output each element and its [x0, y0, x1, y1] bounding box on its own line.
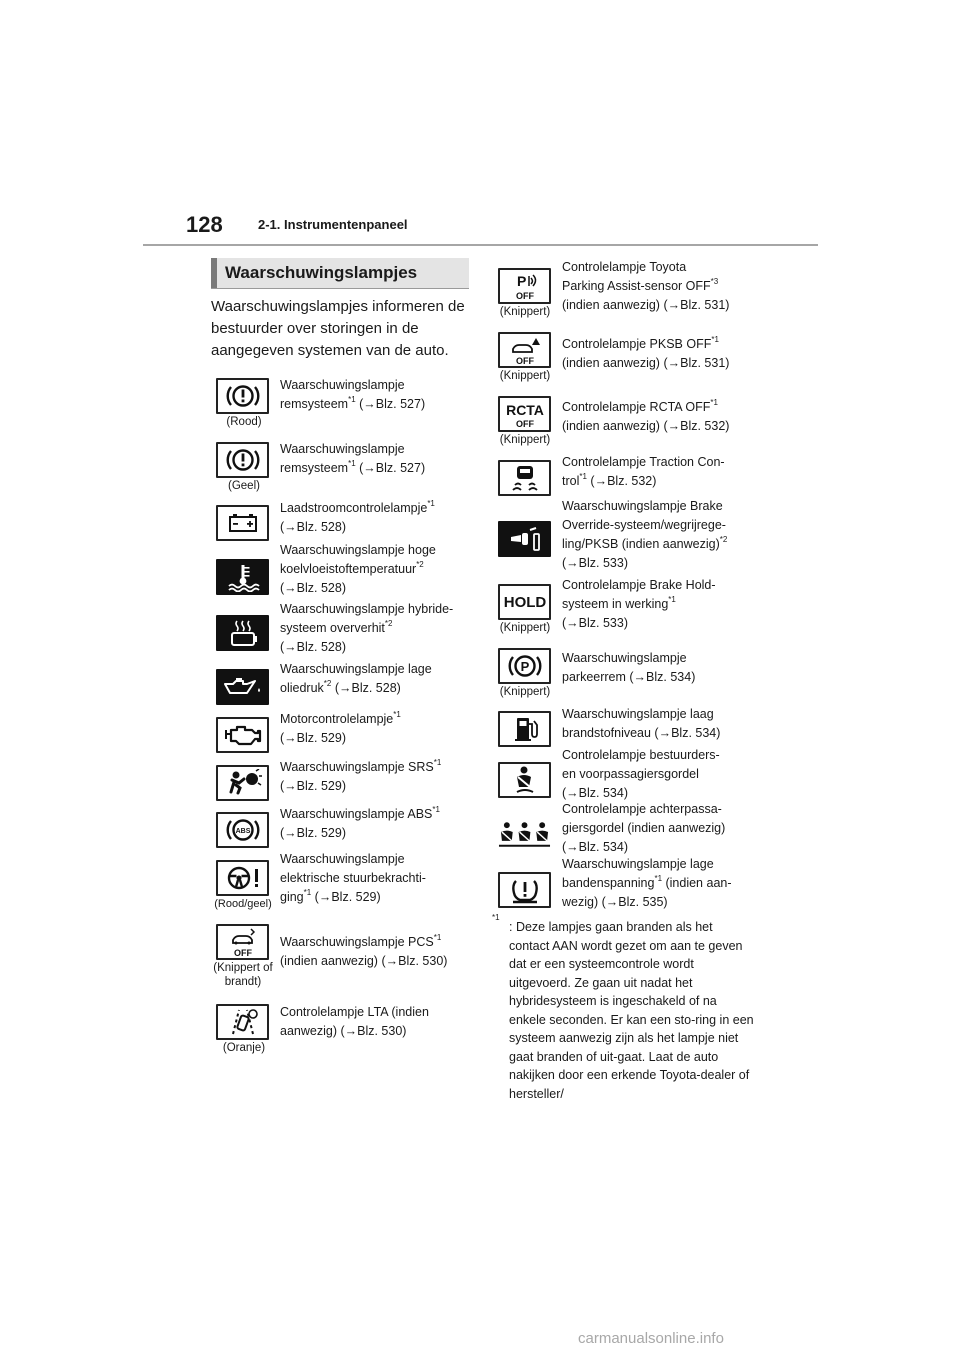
item-description: Waarschuwingslampje hoge koelvloeistoftemperatuur$^{*2}$ (→Blz. 528)	[280, 543, 436, 595]
item-description: Waarschuwingslampje ABS$^{*1}$ (→Blz. 529)	[280, 805, 440, 840]
battery-icon	[216, 505, 269, 541]
item-description: Waarschuwingslampje Brake Override-systeem/wegrijrege- ling/PKSB (indien aanwezig)$^{*2}$ (→Blz. 533)	[562, 499, 728, 570]
pksb-off-icon	[498, 332, 551, 368]
footnote: *1 : Deze lampjes gaan branden als het contact AAN wordt gezet om aan te geven dat er een systeemcontrole wordt uitgevoerd. Ze gaan uit nadat het hybridesysteem is ingeschakeld of na enkele seconden. Er kan een sto-ring in een systeem aanwezig zijn als het lampje niet gaat branden of uit-gaat. Laat de auto nakijken door een erkende Toyota-dealer of hersteller/	[492, 918, 754, 1103]
item-description: Waarschuwingslampje hybride- systeem oververhit$^{*2}$ (→Blz. 528)	[280, 602, 454, 654]
abs-icon	[216, 812, 269, 848]
srs-airbag-icon	[216, 765, 269, 801]
header-rule	[143, 244, 818, 246]
pcs-off-icon	[216, 924, 269, 960]
intro-text: Waarschuwingslampjes informeren de bestuurder over storingen in de aangegeven systemen van de auto.	[211, 298, 465, 359]
item-note: (Knippert)	[499, 434, 551, 446]
item-description: Waarschuwingslampje SRS$^{*1}$ (→Blz. 529)	[280, 758, 442, 793]
oil-pressure-icon	[216, 669, 269, 705]
item-note: (Knippert)	[499, 686, 551, 698]
item-description: Controlelampje Brake Hold- systeem in werking$^{*1}$ (→Blz. 533)	[562, 578, 716, 630]
brake-hold-icon	[498, 584, 551, 620]
svg-text:P: P	[516, 273, 526, 289]
item-description: Waarschuwingslampje parkeerrem (→Blz. 534)	[562, 651, 696, 684]
section-label: 2-1. Instrumentenpaneel	[258, 217, 408, 232]
item-note: (Knippert)	[499, 622, 551, 634]
seatbelt-icon	[498, 762, 551, 798]
item-note: (Knippert)	[499, 306, 551, 318]
item-description: Waarschuwingslampje elektrische stuurbekrachti- ging$^{*1}$ (→Blz. 529)	[280, 852, 426, 904]
item-description: Controlelampje PKSB OFF$^{*1}$ (indien aanwezig) (→Blz. 531)	[562, 335, 730, 370]
svg-text:RCTA: RCTA	[505, 402, 544, 418]
engine-check-icon	[216, 717, 269, 753]
svg-text:P: P	[520, 659, 529, 674]
rear-seatbelt-icon	[498, 816, 551, 852]
item-description: Controlelampje bestuurders- en voorpassagiersgordel (→Blz. 534)	[562, 748, 720, 800]
footnote-text: : Deze lampjes gaan branden als het contact AAN wordt gezet om aan te geven dat er een systeemcontrole wordt uitgevoerd. Ze gaan uit nadat het hybridesysteem is ingeschakeld of na enkele seconden. Er kan een sto-ring in een systeem aanwezig zijn als het lampje niet gaat branden of uit-gaat. Laat de auto nakijken door een erkende Toyota-dealer of hersteller/	[509, 920, 754, 1101]
item-description: Controlelampje RCTA OFF$^{*1}$ (indien aanwezig) (→Blz. 532)	[562, 398, 730, 433]
lta-icon	[216, 1004, 269, 1040]
coolant-temperature-icon	[216, 559, 269, 595]
tire-pressure-icon	[498, 872, 551, 908]
item-description: Controlelampje achterpassa- giersgordel (indien aanwezig) (→Blz. 534)	[562, 802, 726, 854]
hybrid-overheat-icon	[216, 615, 269, 651]
parking-brake-icon	[498, 648, 551, 684]
heading-rule	[211, 288, 469, 289]
svg-text:OFF: OFF	[515, 356, 534, 366]
svg-text:OFF: OFF	[233, 948, 252, 958]
steering-warning-icon	[216, 860, 269, 896]
svg-text:HOLD: HOLD	[503, 594, 546, 611]
brake-override-icon	[498, 521, 551, 557]
item-description: Controlelampje Toyota Parking Assist-sensor OFF$^{*3}$ (indien aanwezig) (→Blz. 531)	[562, 260, 730, 312]
watermark: carmanualsonline.info	[578, 1330, 724, 1347]
item-note: (Knippert)	[499, 370, 551, 382]
page-number: 128	[186, 212, 223, 237]
section-heading: Waarschuwingslampjes	[211, 258, 469, 288]
item-description: Waarschuwingslampje lage bandenspanning$^{*1}$ (indien aan- wezig) (→Blz. 535)	[562, 857, 732, 909]
item-note: (Rood/geel)	[214, 898, 272, 910]
svg-text:OFF: OFF	[515, 419, 534, 429]
item-description: Controlelampje Traction Con- trol$^{*1}$ (→Blz. 532)	[562, 455, 725, 488]
item-description: Waarschuwingslampje laag brandstofniveau (→Blz. 534)	[562, 707, 721, 740]
low-fuel-icon	[498, 711, 551, 747]
item-description: Laadstroomcontrolelampje$^{*1}$ (→Blz. 528)	[280, 499, 435, 534]
brake-warning-icon	[216, 378, 269, 414]
item-description: Waarschuwingslampje lage oliedruk$^{*2}$ (→Blz. 528)	[280, 662, 432, 695]
item-note: (Geel)	[228, 480, 260, 492]
svg-text:OFF: OFF	[515, 291, 534, 301]
item-description: Waarschuwingslampje remsysteem$^{*1}$ (→Blz. 527)	[280, 378, 426, 411]
svg-text:ABS: ABS	[235, 828, 250, 835]
item-note: (Knippert of brandt)	[213, 962, 273, 988]
item-note: (Rood)	[226, 416, 262, 428]
item-description: Motorcontrolelampje$^{*1}$ (→Blz. 529)	[280, 710, 401, 745]
brake-warning-icon	[216, 442, 269, 478]
item-description: Waarschuwingslampje remsysteem$^{*1}$ (→Blz. 527)	[280, 442, 426, 475]
item-description: Controlelampje LTA (indien aanwezig) (→Blz. 530)	[280, 1005, 429, 1038]
rcta-off-icon	[498, 396, 551, 432]
item-note: (Oranje)	[222, 1042, 266, 1054]
traction-control-icon	[498, 460, 551, 496]
item-description: Waarschuwingslampje PCS$^{*1}$ (indien aanwezig) (→Blz. 530)	[280, 933, 448, 968]
parking-assist-off-icon	[498, 268, 551, 304]
